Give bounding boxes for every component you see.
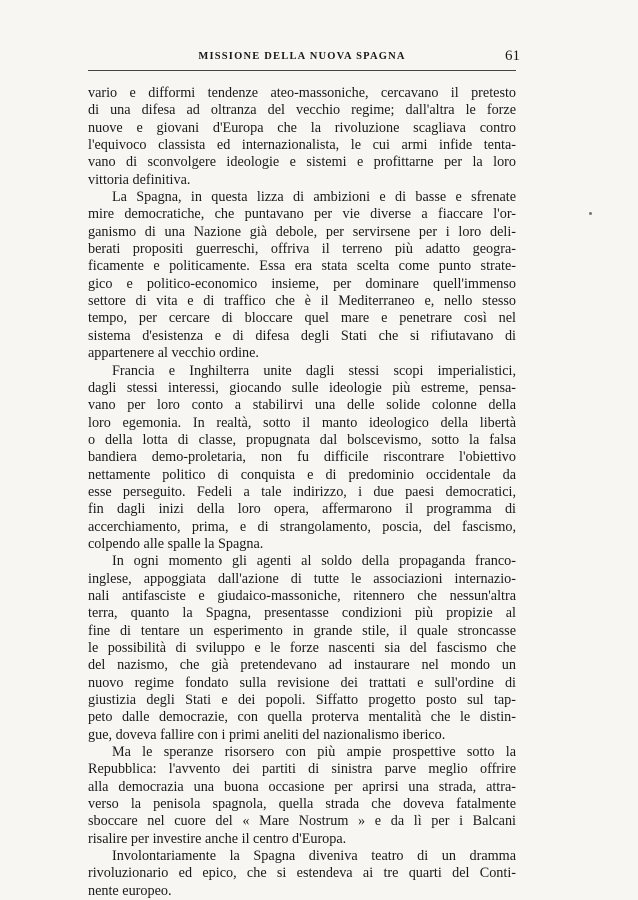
text-line: nettamente politico di conquista e di predominio occidentale da — [88, 466, 516, 483]
text-line: tempo, per cercare di bloccare quel mare e penetrare così nel — [88, 310, 516, 327]
text-line: Ma le speranze risorsero con più ampie prospettive sotto la — [112, 744, 516, 761]
text-line: vano per loro conto a stabilirvi una delle solide colonne della — [88, 397, 516, 414]
text-line: sboccare nel cuore del « Mare Nostrum » e da lì per i Balcani — [88, 813, 516, 830]
text-line: dagli stessi interessi, giocando sulle ideologie più estreme, pensa- — [88, 379, 516, 396]
text-line: fin dagli inizi della loro opera, affermarono il programma di — [88, 501, 516, 518]
text-line: nente europeo. — [88, 882, 172, 899]
text-line: l'equivoco classista ed internazionalista, le cui armi infide tenta- — [88, 137, 516, 154]
text-line: mire democratiche, che puntavano per vie diverse a fiaccare l'or- — [88, 206, 516, 223]
paragraph — [88, 363, 516, 554]
text-line: alla democrazia una buona occasione per aprirsi una strada, attra- — [88, 778, 516, 795]
paragraph — [88, 848, 516, 900]
paragraph — [88, 189, 516, 362]
text-line: terra, quanto la Spagna, presentasse condizioni più propizie al — [88, 605, 516, 622]
text-line: le possibilità di sviluppo e le forze nascenti sia del fascismo che — [88, 640, 516, 656]
text-line: La Spagna, in questa lizza di ambizioni e di basse e sfrenate — [112, 189, 516, 206]
text-line: ficamente e politicamente. Essa era stata scelta come punto strate- — [88, 258, 516, 275]
text-line: di una difesa ad oltranza del vecchio regime; dall'altra le forze — [88, 102, 516, 119]
text-line: Repubblica: l'avvento dei partiti di sinistra parve meglio offrire — [88, 761, 516, 778]
paper-speck — [589, 212, 592, 215]
paragraph — [88, 85, 516, 189]
text-line: nuovo regime fondato sulla revisione dei trattati e sull'ordine di — [88, 674, 516, 691]
text-line: nuove e giovani d'Europa che la rivoluzione scagliava contro — [88, 119, 516, 136]
text-line: o della lotta di classe, propugnata dal bolscevismo, sotto la falsa — [88, 431, 516, 448]
text-line: esse perseguito. Fedeli a tale indirizzo, i due paesi democratici, — [88, 483, 516, 500]
text-line: verso la penisola spagnola, quella strada che doveva fatalmente — [88, 796, 516, 813]
text-line: nali antifasciste e giudaico-massoniche, ritennero che nessun'altra — [88, 587, 516, 604]
text-line: giustizia degli Stati e dei popoli. Siffatto progetto posto sul tap- — [88, 692, 516, 709]
running-title: MISSIONE DELLA NUOVA SPAGNA — [198, 51, 406, 62]
text-line: berati propositi guerreschi, offriva il terreno più adatto geogra- — [88, 241, 516, 258]
text-line: gue, doveva fallire con i primi aneliti del nazionalismo iberico. — [88, 726, 446, 743]
page-header — [88, 48, 520, 71]
text-line: inglese, appoggiata dall'azione di tutte le associazioni internazio- — [88, 570, 516, 587]
paragraph — [88, 744, 516, 848]
text-line: vittoria definitiva. — [88, 171, 191, 188]
text-line: Francia e Inghilterra unite dagli stessi scopi imperialistici, — [112, 362, 516, 379]
text-line: settore di vita e di traffico che è il Mediterraneo e, nello stesso — [88, 293, 516, 310]
text-line: peto dalle democrazie, con quella proterva mentalità che le distin- — [88, 709, 516, 726]
text-line: In ogni momento gli agenti al soldo della propaganda franco- — [112, 553, 516, 570]
text-line: vano di sconvolgere ideologie e sistemi e profittarne per la loro — [88, 154, 516, 171]
text-line: sistema d'esistenza e di difesa degli Stati che si rifiutavano di — [88, 327, 516, 344]
text-line: ganismo di una Nazione già debole, per servirsene per i loro deli- — [88, 223, 516, 240]
text-line: del nazismo, che già pretendevano ad instaurare nel mondo un — [88, 657, 516, 674]
text-line: accerchiamento, prima, e di strangolamento, poscia, del fascismo, — [88, 518, 516, 535]
text-line: loro egemonia. In realtà, sotto il manto ideologico della libertà — [88, 414, 516, 431]
text-line: fine di tentare un esperimento in grande stile, il quale stroncasse — [88, 622, 516, 639]
text-line: appartenere al vecchio ordine. — [88, 345, 259, 362]
text-line: gico e politico-economico insieme, per dominare quell'immenso — [88, 275, 516, 292]
text-line: bandiera demo-proletaria, non fu difficile riscontrare l'obiettivo — [88, 449, 516, 466]
text-line: vario e difformi tendenze ateo-massoniche, cercavano il pretesto — [88, 85, 516, 101]
paragraph — [88, 553, 516, 744]
book-page — [88, 48, 520, 900]
text-line: risalire per investire anche il centro d'Europa. — [88, 830, 347, 847]
body-text — [88, 85, 516, 900]
text-line: colpendo alle spalle la Spagna. — [88, 535, 264, 552]
page-number: 61 — [505, 48, 520, 64]
text-line: rivoluzionario ed epico, che si estendeva ai tre quarti del Conti- — [88, 865, 516, 882]
text-line: Involontariamente la Spagna diveniva teatro di un dramma — [112, 848, 516, 865]
